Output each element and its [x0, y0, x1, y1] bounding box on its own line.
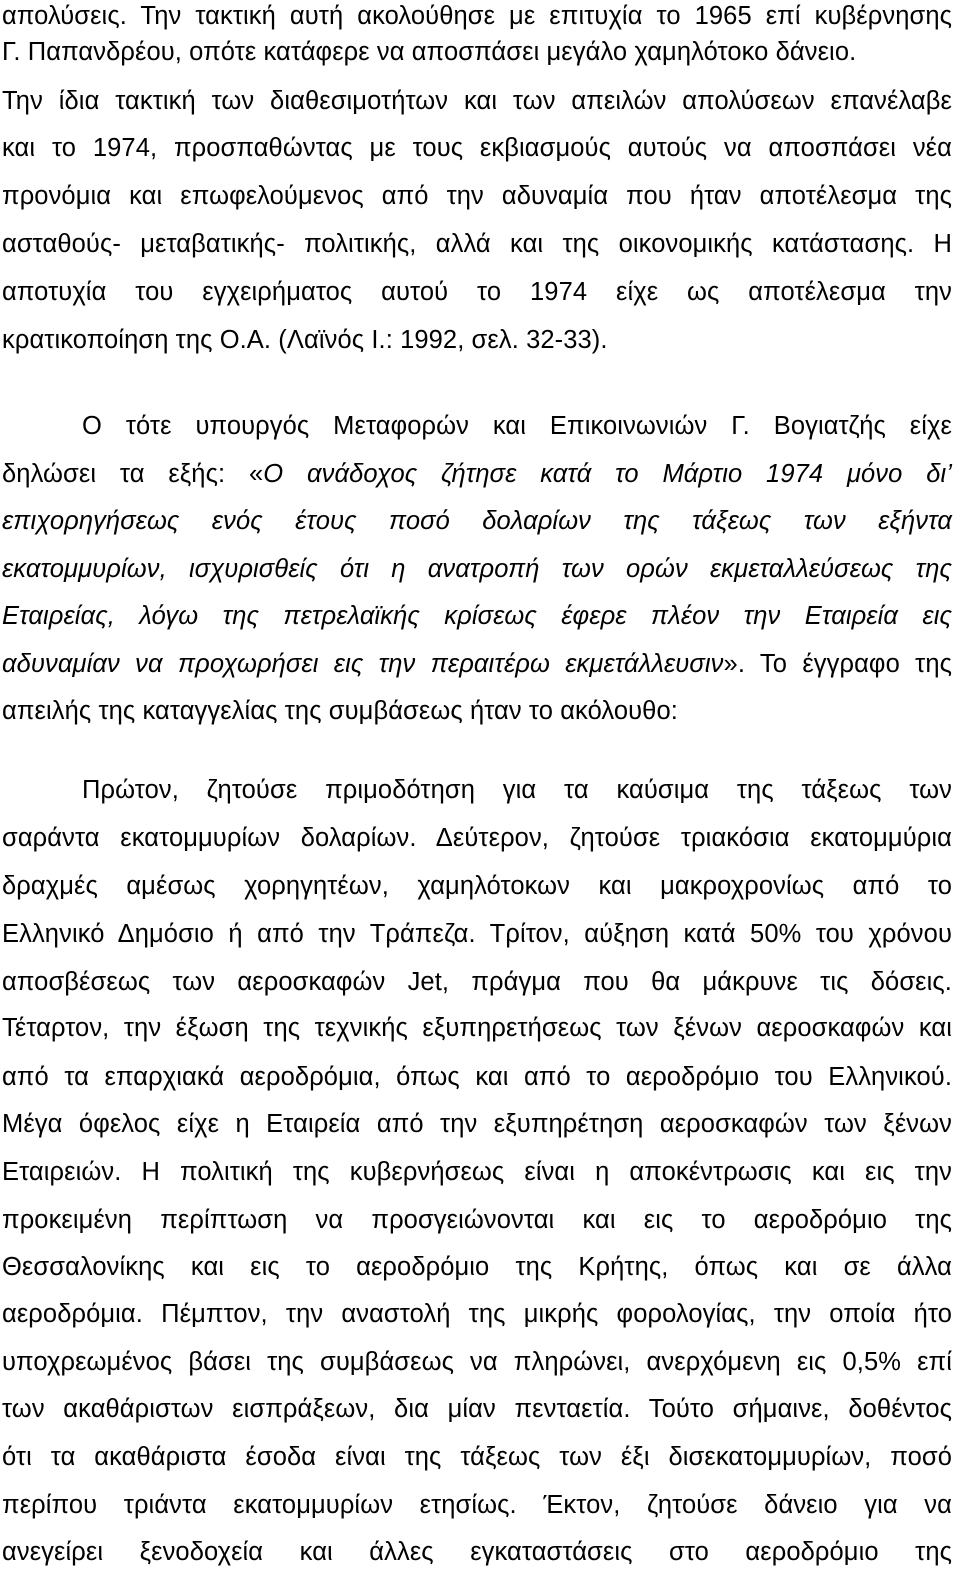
- text-segment: των ακαθάριστων εισπράξεων, δια μίαν πενταετία. Τούτο σήμαινε, δοθέντος: [2, 1395, 952, 1423]
- text-line: [2, 966, 952, 998]
- text-line: [2, 648, 952, 680]
- text-line: [2, 1156, 952, 1188]
- text-line: [2, 1251, 952, 1283]
- text-line: [82, 774, 952, 806]
- text-segment: αποσβέσεως των αεροσκαφών Jet, πράγμα που θα μάκρυνε τις δόσεις.: [2, 968, 952, 996]
- text-segment: Πρώτον, ζητούσε πριμοδότηση για τα καύσιμα της τάξεως των: [82, 776, 952, 804]
- text-line: [2, 553, 952, 585]
- text-segment: ότι τα ακαθάριστα έσοδα είναι της τάξεως των έξι δισεκατομμυρίων, ποσό: [2, 1443, 952, 1471]
- text-segment-italic: Εταιρείας, λόγω της πετρελαϊκής κρίσεως έφερε πλέον την Εταιρεία εις: [2, 602, 952, 630]
- text-line: [2, 276, 952, 308]
- text-segment-italic: Ο ανάδοχος ζήτησε κατά το Μάρτιο 1974 μόνο δι’: [263, 460, 952, 488]
- text-line: [2, 870, 952, 902]
- text-segment-italic: αδυναμίαν να προχωρήσει εις την περαιτέρω εκμετάλλευσιν: [2, 650, 724, 678]
- text-segment: δηλώσει τα εξής: «: [2, 460, 264, 488]
- text-segment: Γ. Παπανδρέου, οπότε κατάφερε να αποσπάσει μεγάλο χαμηλότοκο δάνειο.: [2, 38, 857, 66]
- text-line: [2, 1393, 952, 1425]
- text-segment: και το 1974, προσπαθώντας με τους εκβιασμούς αυτούς να αποσπάσει νέα: [2, 134, 952, 162]
- text-line: [2, 695, 952, 727]
- text-line: [2, 458, 952, 490]
- text-segment: υποχρεωμένος βάσει της συμβάσεως να πληρώνει, ανερχόμενη εις 0,5% επί: [2, 1348, 952, 1376]
- text-line: [2, 1346, 952, 1378]
- text-segment: περίπου τριάντα εκατομμυρίων ετησίως. Έκτον, ζητούσε δάνειο για να: [2, 1491, 952, 1519]
- text-segment: απολύσεις. Την τακτική αυτή ακολούθησε με επιτυχία το 1965 επί κυβέρνησης: [2, 2, 952, 30]
- text-segment-italic: εκατομμυρίων, ισχυρισθείς ότι η ανατροπή των ορών εκμεταλλεύσεως της: [2, 555, 952, 583]
- text-segment: Εταιρειών. Η πολιτική της κυβερνήσεως είναι η αποκέντρωσις και εις την: [2, 1158, 952, 1186]
- text-line: [2, 324, 952, 356]
- text-line: [2, 85, 952, 117]
- text-line: [2, 1441, 952, 1473]
- text-line: [2, 1536, 952, 1568]
- text-segment: Τέταρτον, την έξωση της τεχνικής εξυπηρετήσεως των ξένων αεροσκαφών και: [2, 1014, 952, 1042]
- text-segment: Θεσσαλονίκης και εις το αεροδρόμιο της Κρήτης, όπως και σε άλλα: [2, 1253, 952, 1281]
- text-segment: ασταθούς- μεταβατικής- πολιτικής, αλλά και της οικονομικής κατάστασης. Η: [2, 230, 952, 258]
- text-line: [2, 1061, 952, 1093]
- text-line: [2, 505, 952, 537]
- text-segment: ». Το έγγραφο της: [723, 650, 953, 678]
- text-segment: κρατικοποίηση της Ο.Α. (Λαϊνός Ι.: 1992, σελ. 32-33).: [2, 326, 608, 354]
- text-segment: αποτυχία του εγχειρήματος αυτού το 1974 είχε ως αποτέλεσμα την: [2, 278, 952, 306]
- text-line: [82, 410, 952, 442]
- text-line: [2, 918, 952, 950]
- text-line: [2, 36, 952, 68]
- text-segment: Μέγα όφελος είχε η Εταιρεία από την εξυπηρέτηση αεροσκαφών των ξένων: [2, 1110, 952, 1138]
- text-segment: από τα επαρχιακά αεροδρόμια, όπως και από το αεροδρόμιο του Ελληνικού.: [2, 1063, 952, 1091]
- text-segment-italic: επιχορηγήσεως ενός έτους ποσό δολαρίων της τάξεως των εξήντα: [2, 507, 952, 535]
- text-line: [2, 180, 952, 212]
- text-segment: Ελληνικό Δημόσιο ή από την Τράπεζα. Τρίτον, αύξηση κατά 50% του χρόνου: [2, 920, 952, 948]
- text-line: [2, 132, 952, 164]
- text-line: [2, 1298, 952, 1330]
- text-line: [2, 228, 952, 260]
- text-segment: Ο τότε υπουργός Μεταφορών και Επικοινωνιών Γ. Βογιατζής είχε: [82, 412, 952, 440]
- text-segment: σαράντα εκατομμυρίων δολαρίων. Δεύτερον, ζητούσε τριακόσια εκατομμύρια: [2, 824, 952, 852]
- text-segment: προκειμένη περίπτωση να προσγειώνονται και εις το αεροδρόμιο της: [2, 1206, 952, 1234]
- text-line: [2, 822, 952, 854]
- text-line: [2, 600, 952, 632]
- text-line: [2, 1204, 952, 1236]
- text-line: [2, 1012, 952, 1044]
- text-line: [2, 1489, 952, 1521]
- text-segment: δραχμές αμέσως χορηγητέων, χαμηλότοκων και μακροχρονίως από το: [2, 872, 952, 900]
- text-segment: απειλής της καταγγελίας της συμβάσεως ήταν το ακόλουθο:: [2, 697, 678, 725]
- text-segment: Την ίδια τακτική των διαθεσιμοτήτων και των απειλών απολύσεων επανέλαβε: [2, 87, 952, 115]
- text-segment: αεροδρόμια. Πέμπτον, την αναστολή της μικρής φορολογίας, την οποία ήτο: [2, 1300, 952, 1328]
- text-segment: ανεγείρει ξενοδοχεία και άλλες εγκαταστάσεις στο αεροδρόμιο της: [2, 1538, 952, 1566]
- text-line: [2, 1108, 952, 1140]
- text-segment: προνόμια και επωφελούμενος από την αδυναμία που ήταν αποτέλεσμα της: [2, 182, 952, 210]
- text-line: [2, 0, 952, 32]
